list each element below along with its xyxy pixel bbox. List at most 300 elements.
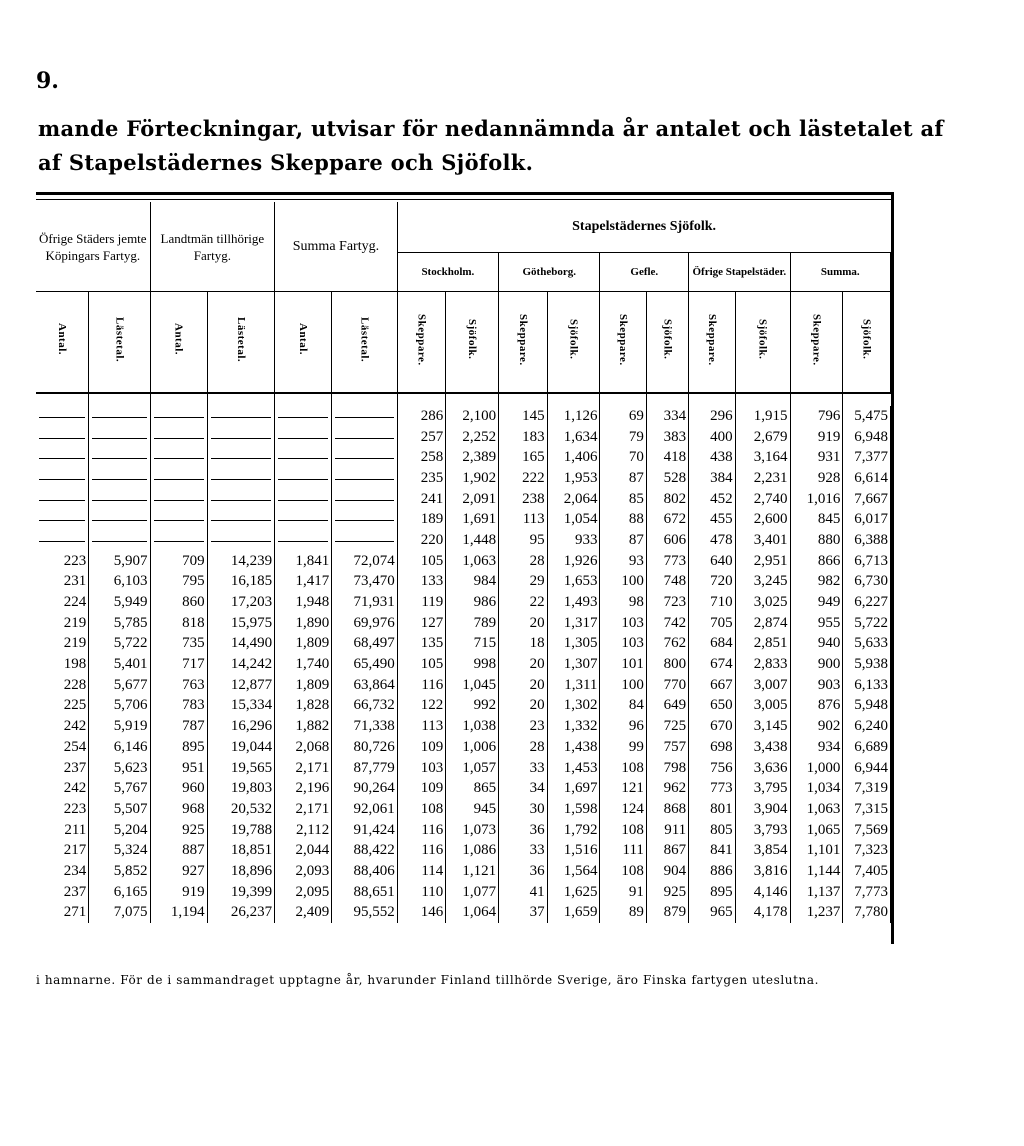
spacer-cell	[790, 393, 843, 406]
table-cell: 951	[150, 758, 207, 779]
table-cell: 798	[646, 758, 688, 779]
table-cell: 6,165	[89, 882, 150, 903]
table-cell: 968	[150, 799, 207, 820]
table-row	[36, 572, 891, 593]
spacer-cell	[446, 393, 499, 406]
table-cell: 5,722	[843, 613, 891, 634]
table-row	[36, 509, 891, 530]
table-cell: 949	[790, 592, 843, 613]
table-cell: 1,493	[547, 592, 600, 613]
table-cell: 723	[646, 592, 688, 613]
table-cell: 224	[36, 592, 89, 613]
table-cell: 108	[600, 820, 646, 841]
empty-dash-cell	[36, 530, 89, 551]
table-cell: 189	[397, 509, 446, 530]
table-cell: 234	[36, 861, 89, 882]
table-cell: 1,045	[446, 675, 499, 696]
table-cell: 1,659	[547, 903, 600, 924]
table-cell: 95	[499, 530, 548, 551]
subheader-cell	[207, 292, 275, 394]
table-row	[36, 489, 891, 510]
empty-dash-cell	[36, 406, 89, 427]
table-cell: 105	[397, 551, 446, 572]
table-cell: 7,569	[843, 820, 891, 841]
spacer-row	[36, 393, 891, 406]
table-cell: 96	[600, 716, 646, 737]
empty-dash-cell	[332, 530, 397, 551]
table-cell: 92,061	[332, 799, 397, 820]
table-cell: 6,227	[843, 592, 891, 613]
table-cell: 26,237	[207, 903, 275, 924]
table-cell: 919	[150, 882, 207, 903]
header-city-ofrige-stapel: Öfrige Stapelstäder.	[689, 253, 790, 292]
table-cell: 19,044	[207, 737, 275, 758]
table-cell: 124	[600, 799, 646, 820]
table-cell: 68,497	[332, 634, 397, 655]
table-cell: 135	[397, 634, 446, 655]
empty-dash-cell	[275, 530, 332, 551]
subheader-label: Skeppare.	[617, 313, 630, 366]
subheader-label: Skeppare.	[810, 313, 823, 366]
table-row	[36, 468, 891, 489]
table-cell: 116	[397, 840, 446, 861]
empty-dash-cell	[207, 406, 275, 427]
empty-dash-cell	[36, 427, 89, 448]
table-cell: 20	[499, 675, 548, 696]
table-cell: 773	[689, 778, 735, 799]
subheader-label: Lästetal.	[358, 316, 371, 363]
table-cell: 3,636	[735, 758, 790, 779]
table-cell: 2,389	[446, 447, 499, 468]
table-cell: 1,194	[150, 903, 207, 924]
empty-dash-cell	[89, 530, 150, 551]
table-cell: 165	[499, 447, 548, 468]
empty-dash-cell	[332, 447, 397, 468]
table-cell: 3,007	[735, 675, 790, 696]
table-cell: 1,740	[275, 654, 332, 675]
table-cell: 6,017	[843, 509, 891, 530]
table-cell: 19,399	[207, 882, 275, 903]
table-cell: 6,388	[843, 530, 891, 551]
table-cell: 717	[150, 654, 207, 675]
table-cell: 1,016	[790, 489, 843, 510]
dash-mark	[92, 458, 146, 459]
table-cell: 20	[499, 696, 548, 717]
subheader-label: Skeppare.	[415, 313, 428, 366]
table-cell: 146	[397, 903, 446, 924]
dash-mark	[92, 479, 146, 480]
table-row	[36, 716, 891, 737]
dash-mark	[211, 438, 272, 439]
table-cell: 1,311	[547, 675, 600, 696]
table-row	[36, 654, 891, 675]
header-city-summa: Summa.	[790, 253, 890, 292]
table-cell: 109	[397, 778, 446, 799]
table-cell: 91	[600, 882, 646, 903]
subheader-label: Lästetal.	[113, 316, 126, 363]
header-landtman: Landtmän tillhörige Fartyg.	[150, 202, 275, 292]
spacer-cell	[207, 393, 275, 406]
table-cell: 438	[689, 447, 735, 468]
spacer-cell	[843, 393, 891, 406]
table-cell: 900	[790, 654, 843, 675]
table-cell: 1,077	[446, 882, 499, 903]
table-cell: 183	[499, 427, 548, 448]
table-cell: 698	[689, 737, 735, 758]
table-cell: 1,448	[446, 530, 499, 551]
table-cell: 2,231	[735, 468, 790, 489]
empty-dash-cell	[275, 447, 332, 468]
table-cell: 105	[397, 654, 446, 675]
table-cell: 14,239	[207, 551, 275, 572]
empty-dash-cell	[275, 406, 332, 427]
table-cell: 1,086	[446, 840, 499, 861]
empty-dash-cell	[150, 406, 207, 427]
table-cell: 28	[499, 737, 548, 758]
subheader-label: Antal.	[172, 323, 185, 356]
table-cell: 101	[600, 654, 646, 675]
table-cell: 3,401	[735, 530, 790, 551]
table-cell: 133	[397, 572, 446, 593]
empty-dash-cell	[332, 509, 397, 530]
table-cell: 16,296	[207, 716, 275, 737]
table-row	[36, 903, 891, 924]
spacer-cell	[36, 393, 89, 406]
subheader-label: Skeppare.	[705, 313, 718, 366]
table-cell: 6,240	[843, 716, 891, 737]
table-cell: 108	[600, 758, 646, 779]
table-cell: 5,907	[89, 551, 150, 572]
table-cell: 33	[499, 840, 548, 861]
table-cell: 841	[689, 840, 735, 861]
dash-mark	[92, 520, 146, 521]
table-row	[36, 737, 891, 758]
dash-mark	[211, 500, 272, 501]
table-cell: 670	[689, 716, 735, 737]
table-cell: 220	[397, 530, 446, 551]
table-cell: 3,005	[735, 696, 790, 717]
table-cell: 223	[36, 799, 89, 820]
table-cell: 6,713	[843, 551, 891, 572]
table-cell: 2,196	[275, 778, 332, 799]
table-cell: 5,677	[89, 675, 150, 696]
header-city-stockholm: Stockholm.	[397, 253, 498, 292]
table-cell: 6,146	[89, 737, 150, 758]
table-cell: 28	[499, 551, 548, 572]
table-cell: 1,953	[547, 468, 600, 489]
table-cell: 89	[600, 903, 646, 924]
table-cell: 1,564	[547, 861, 600, 882]
empty-dash-cell	[36, 489, 89, 510]
table-cell: 802	[646, 489, 688, 510]
table-row	[36, 447, 891, 468]
table-cell: 88,651	[332, 882, 397, 903]
table-cell: 219	[36, 634, 89, 655]
spacer-cell	[150, 393, 207, 406]
table-cell: 5,948	[843, 696, 891, 717]
table-cell: 14,242	[207, 654, 275, 675]
table-cell: 100	[600, 675, 646, 696]
table-cell: 3,854	[735, 840, 790, 861]
table-cell: 1,653	[547, 572, 600, 593]
subheader-cell	[36, 292, 89, 394]
table-cell: 919	[790, 427, 843, 448]
table-cell: 1,516	[547, 840, 600, 861]
header-city-gotheborg: Götheborg.	[499, 253, 600, 292]
empty-dash-cell	[150, 468, 207, 489]
table-cell: 1,598	[547, 799, 600, 820]
table-cell: 650	[689, 696, 735, 717]
table-cell: 296	[689, 406, 735, 427]
dash-mark	[92, 541, 146, 542]
table-cell: 1,038	[446, 716, 499, 737]
empty-dash-cell	[207, 447, 275, 468]
table-cell: 6,944	[843, 758, 891, 779]
table-cell: 1,305	[547, 634, 600, 655]
dash-mark	[335, 500, 393, 501]
table-row	[36, 592, 891, 613]
table-cell: 1,137	[790, 882, 843, 903]
empty-dash-cell	[275, 509, 332, 530]
table-cell: 5,852	[89, 861, 150, 882]
subheader-label: Skeppare.	[516, 313, 529, 366]
table-cell: 5,919	[89, 716, 150, 737]
table-cell: 235	[397, 468, 446, 489]
table-cell: 87,779	[332, 758, 397, 779]
table-cell: 3,245	[735, 572, 790, 593]
table-cell: 19,565	[207, 758, 275, 779]
empty-dash-cell	[36, 509, 89, 530]
table-cell: 237	[36, 882, 89, 903]
dash-mark	[211, 541, 272, 542]
table-cell: 735	[150, 634, 207, 655]
table-cell: 984	[446, 572, 499, 593]
table-row	[36, 427, 891, 448]
dash-mark	[211, 479, 272, 480]
table-cell: 1,438	[547, 737, 600, 758]
table-cell: 801	[689, 799, 735, 820]
table-cell: 928	[790, 468, 843, 489]
subheader-label: Antal.	[297, 323, 310, 356]
table-cell: 667	[689, 675, 735, 696]
table-cell: 3,904	[735, 799, 790, 820]
table-cell: 1,828	[275, 696, 332, 717]
table-cell: 1,144	[790, 861, 843, 882]
table-cell: 931	[790, 447, 843, 468]
table-row	[36, 696, 891, 717]
table-cell: 84	[600, 696, 646, 717]
table-cell: 1,006	[446, 737, 499, 758]
table-row	[36, 820, 891, 841]
table-cell: 90,264	[332, 778, 397, 799]
subheader-cell	[89, 292, 150, 394]
table-cell: 63,864	[332, 675, 397, 696]
subheader-cell	[600, 292, 646, 394]
empty-dash-cell	[332, 489, 397, 510]
table-cell: 1,625	[547, 882, 600, 903]
dash-mark	[335, 541, 393, 542]
table-cell: 418	[646, 447, 688, 468]
table-cell: 7,323	[843, 840, 891, 861]
table-cell: 925	[646, 882, 688, 903]
table-cell: 1,890	[275, 613, 332, 634]
dash-mark	[278, 541, 328, 542]
table-cell: 222	[499, 468, 548, 489]
table-cell: 757	[646, 737, 688, 758]
table-cell: 3,164	[735, 447, 790, 468]
table-cell: 16,185	[207, 572, 275, 593]
table-cell: 241	[397, 489, 446, 510]
table-cell: 271	[36, 903, 89, 924]
table-cell: 762	[646, 634, 688, 655]
table-cell: 606	[646, 530, 688, 551]
spacer-cell	[397, 393, 446, 406]
subheader-label: Sjöfolk.	[466, 319, 479, 360]
table-cell: 93	[600, 551, 646, 572]
table-cell: 674	[689, 654, 735, 675]
dash-mark	[278, 479, 328, 480]
table-cell: 85	[600, 489, 646, 510]
table-cell: 895	[150, 737, 207, 758]
table-cell: 876	[790, 696, 843, 717]
table-cell: 1,073	[446, 820, 499, 841]
table-cell: 4,146	[735, 882, 790, 903]
table-cell: 37	[499, 903, 548, 924]
table-cell: 1,063	[446, 551, 499, 572]
subheader-cell	[547, 292, 600, 394]
table-cell: 254	[36, 737, 89, 758]
table-cell: 2,068	[275, 737, 332, 758]
dash-mark	[39, 458, 85, 459]
table-cell: 2,044	[275, 840, 332, 861]
table-cell: 865	[446, 778, 499, 799]
table-cell: 41	[499, 882, 548, 903]
table-cell: 6,133	[843, 675, 891, 696]
table-cell: 2,091	[446, 489, 499, 510]
table-cell: 14,490	[207, 634, 275, 655]
table-cell: 1,697	[547, 778, 600, 799]
empty-dash-cell	[89, 427, 150, 448]
table-cell: 2,100	[446, 406, 499, 427]
table-cell: 7,405	[843, 861, 891, 882]
table-cell: 1,417	[275, 572, 332, 593]
table-cell: 1,841	[275, 551, 332, 572]
table-cell: 800	[646, 654, 688, 675]
table-cell: 20	[499, 613, 548, 634]
table-cell: 2,679	[735, 427, 790, 448]
spacer-cell	[689, 393, 735, 406]
empty-dash-cell	[89, 406, 150, 427]
table-cell: 2,171	[275, 799, 332, 820]
dash-mark	[39, 520, 85, 521]
table-cell: 88,406	[332, 861, 397, 882]
table-cell: 34	[499, 778, 548, 799]
spacer-cell	[499, 393, 548, 406]
table-cell: 2,600	[735, 509, 790, 530]
table-cell: 108	[397, 799, 446, 820]
heading-line-2: af Stapelstädernes Skeppare och Sjöfolk.	[38, 150, 534, 175]
table-cell: 7,315	[843, 799, 891, 820]
table-cell: 770	[646, 675, 688, 696]
table-cell: 1,453	[547, 758, 600, 779]
table-cell: 452	[689, 489, 735, 510]
spacer-cell	[600, 393, 646, 406]
table-cell: 725	[646, 716, 688, 737]
table-cell: 7,377	[843, 447, 891, 468]
dash-mark	[154, 458, 204, 459]
table-cell: 18,851	[207, 840, 275, 861]
table-cell: 231	[36, 572, 89, 593]
table-body	[36, 406, 891, 923]
table-cell: 3,793	[735, 820, 790, 841]
table-cell: 1,902	[446, 468, 499, 489]
table-row	[36, 758, 891, 779]
table-row	[36, 613, 891, 634]
table-cell: 773	[646, 551, 688, 572]
table-cell: 5,938	[843, 654, 891, 675]
empty-dash-cell	[207, 509, 275, 530]
empty-dash-cell	[275, 468, 332, 489]
table-cell: 933	[547, 530, 600, 551]
table-cell: 886	[689, 861, 735, 882]
table-cell: 763	[150, 675, 207, 696]
table-cell: 925	[150, 820, 207, 841]
table-cell: 15,975	[207, 613, 275, 634]
table-row	[36, 861, 891, 882]
table-cell: 36	[499, 861, 548, 882]
table-cell: 5,767	[89, 778, 150, 799]
table-cell: 940	[790, 634, 843, 655]
empty-dash-cell	[332, 406, 397, 427]
table-cell: 1,332	[547, 716, 600, 737]
table-cell: 18,896	[207, 861, 275, 882]
table-cell: 927	[150, 861, 207, 882]
dash-mark	[335, 520, 393, 521]
empty-dash-cell	[275, 489, 332, 510]
table-cell: 902	[790, 716, 843, 737]
table-cell: 962	[646, 778, 688, 799]
table-cell: 110	[397, 882, 446, 903]
table-cell: 3,795	[735, 778, 790, 799]
dash-mark	[278, 520, 328, 521]
subheader-label: Antal.	[56, 323, 69, 356]
table-cell: 1,054	[547, 509, 600, 530]
spacer-cell	[547, 393, 600, 406]
empty-dash-cell	[207, 427, 275, 448]
subheader-label: Sjöfolk.	[661, 319, 674, 360]
empty-dash-cell	[89, 509, 150, 530]
table-cell: 1,000	[790, 758, 843, 779]
table-cell: 30	[499, 799, 548, 820]
table-cell: 1,691	[446, 509, 499, 530]
table-cell: 87	[600, 530, 646, 551]
subheader-cell	[446, 292, 499, 394]
table-cell: 12,877	[207, 675, 275, 696]
table-cell: 111	[600, 840, 646, 861]
table-cell: 945	[446, 799, 499, 820]
table-cell: 789	[446, 613, 499, 634]
table-cell: 7,319	[843, 778, 891, 799]
table-cell: 1,634	[547, 427, 600, 448]
table-cell: 5,706	[89, 696, 150, 717]
table-cell: 2,171	[275, 758, 332, 779]
table-cell: 904	[646, 861, 688, 882]
subheader-cell	[150, 292, 207, 394]
table-row	[36, 530, 891, 551]
table-cell: 1,307	[547, 654, 600, 675]
table-cell: 103	[600, 613, 646, 634]
table-cell: 1,809	[275, 634, 332, 655]
